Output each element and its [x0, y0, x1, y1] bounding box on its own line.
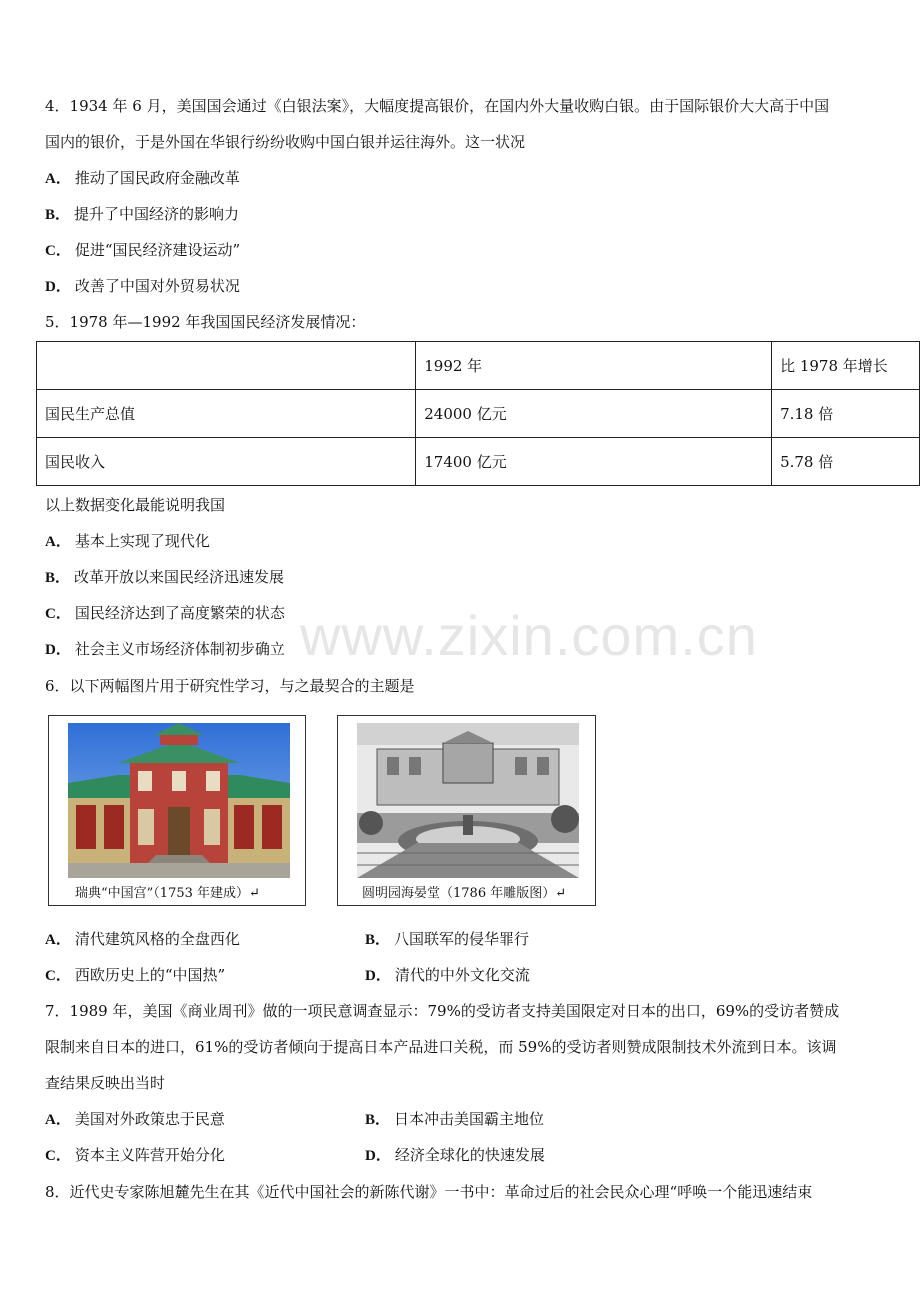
q7-stem-line3: 查结果反映出当时 — [45, 1074, 166, 1092]
q6-option-a: A． 清代建筑风格的全盘西化 — [45, 930, 240, 948]
figure-haiyantang-engraving — [337, 715, 596, 906]
economy-table — [36, 341, 920, 486]
haiyantang-engraving-image — [357, 723, 579, 878]
figure-chinese-pavilion — [48, 715, 306, 906]
q4-stem-line2: 国内的银价，于是外国在华银行纷纷收购中国白银并运往海外。这一状况 — [45, 133, 526, 151]
figure2-caption: 圆明园海晏堂（1786 年雕版图）↵ — [362, 886, 567, 901]
table-header-cell: 1992 年 — [416, 342, 772, 390]
q6-option-b: B． 八国联军的侵华罪行 — [365, 930, 530, 948]
table-header-row — [37, 342, 920, 390]
table-row — [37, 390, 920, 438]
q4-option-a: A． 推动了国民政府金融改革 — [45, 169, 240, 187]
q5-option-c: C． 国民经济达到了高度繁荣的状态 — [45, 604, 285, 622]
q5-option-d: D． 社会主义市场经济体制初步确立 — [45, 640, 285, 658]
q4-option-d: D． 改善了中国对外贸易状况 — [45, 277, 240, 295]
table-cell: 24000 亿元 — [416, 390, 772, 438]
q7-option-d: D． 经济全球化的快速发展 — [365, 1146, 545, 1164]
q7-stem-line1: 7．1989 年，美国《商业周刊》做的一项民意调查显示：79%的受访者支持美国限定对日本的出口，69%的受访者赞成 — [45, 1002, 840, 1020]
q4-option-c: C． 促进“国民经济建设运动” — [45, 241, 241, 259]
q7-option-a: A． 美国对外政策忠于民意 — [45, 1110, 225, 1128]
q4-stem-line1: 4．1934 年 6 月，美国国会通过《白银法案》，大幅度提高银价，在国内外大量收购白银。由于国际银价大大高于中国 — [45, 97, 830, 115]
q5-followup: 以上数据变化最能说明我国 — [45, 496, 226, 514]
table-header-cell: 比 1978 年增长 — [772, 342, 920, 390]
q6-option-c: C． 西欧历史上的“中国热” — [45, 966, 226, 984]
table-header-cell — [37, 342, 416, 390]
q4-option-b: B． 提升了中国经济的影响力 — [45, 205, 240, 223]
q7-stem-line2: 限制来自日本的进口，61%的受访者倾向于提高日本产品进口关税，而 59%的受访者则赞成限制技术外流到日本。该调 — [45, 1038, 837, 1056]
chinese-pavilion-photo — [68, 723, 290, 878]
q5-option-b: B． 改革开放以来国民经济迅速发展 — [45, 568, 285, 586]
table-row — [37, 438, 920, 486]
q7-option-c: C． 资本主义阵营开始分化 — [45, 1146, 225, 1164]
table-cell: 国民收入 — [37, 438, 416, 486]
table-cell: 7.18 倍 — [772, 390, 920, 438]
q5-option-a: A． 基本上实现了现代化 — [45, 532, 210, 550]
figure1-caption: 瑞典“中国宫”（1753 年建成）↵ — [75, 886, 260, 901]
q6-option-d: D． 清代的中外文化交流 — [365, 966, 530, 984]
q7-option-b: B． 日本冲击美国霸主地位 — [365, 1110, 545, 1128]
table-cell: 17400 亿元 — [416, 438, 772, 486]
watermark: www.zixin.com.cn — [300, 604, 758, 667]
table-cell: 国民生产总值 — [37, 390, 416, 438]
q5-stem: 5．1978 年—1992 年我国国民经济发展情况： — [45, 313, 366, 331]
q6-stem: 6．以下两幅图片用于研究性学习，与之最契合的主题是 — [45, 677, 415, 695]
q8-stem-line1: 8．近代史专家陈旭麓先生在其《近代中国社会的新陈代谢》一书中：革命过后的社会民众心理“呼唤一个能迅速结束 — [45, 1183, 813, 1201]
table-cell: 5.78 倍 — [772, 438, 920, 486]
